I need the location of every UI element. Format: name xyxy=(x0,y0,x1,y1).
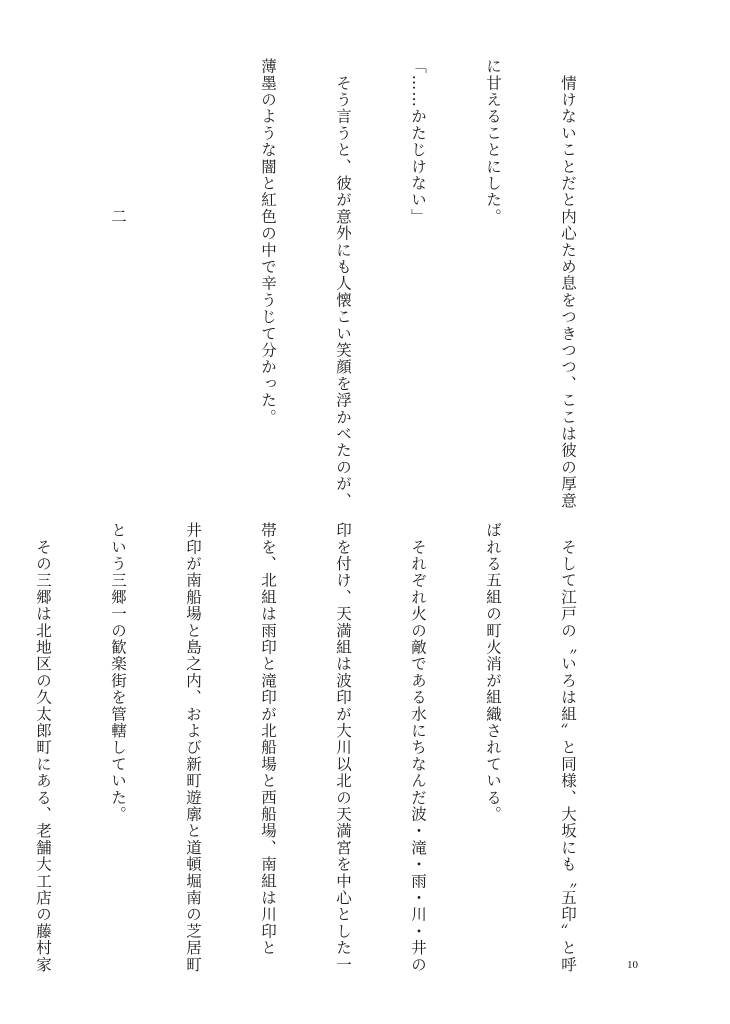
text-line: そう言うと、彼が意外にも人懐こい笑顔を浮かべたのが、 xyxy=(334,58,352,509)
text-line: ばれる五組の町火消が組織されている。 xyxy=(484,522,502,823)
section-heading: 二 xyxy=(109,208,127,225)
text-line: 薄墨のような闇と紅色の中で辛うじて分かった。 xyxy=(259,58,277,426)
text-line: に甘えることにした。 xyxy=(484,58,502,225)
text-line: 情けないことだと内心ため息をつきつつ、ここは彼の厚意 xyxy=(559,58,577,509)
top-text-block xyxy=(0,58,630,509)
blank-line xyxy=(30,58,55,498)
text-line: そして江戸の〝いろは組〟と同様、大坂にも〝五印〟と呼 xyxy=(559,522,577,973)
page-number: 10 xyxy=(627,959,638,971)
text-line: 印を付け、天満組は波印が大川以北の天満宮を中心とした一 xyxy=(334,522,352,973)
text-line: 帯を、北組は雨印と滝印が北船場と西船場、南組は川印と xyxy=(259,522,277,957)
text-line: 井印が南船場と島之内、および新町遊廓と道頓堀南の芝居町 xyxy=(184,522,202,973)
text-line: その三郷は北地区の久太郎町にある、老舗大工店の藤村家 xyxy=(34,522,52,973)
text-line: という三郷一の歓楽街を管轄していた。 xyxy=(109,522,127,823)
bottom-text-block xyxy=(0,522,630,973)
text-line: それぞれ火の敵である水にちなんだ波・滝・雨・川・井の xyxy=(409,522,427,973)
blank-line xyxy=(180,58,205,498)
text-line: 「……かたじけない」 xyxy=(409,58,427,225)
